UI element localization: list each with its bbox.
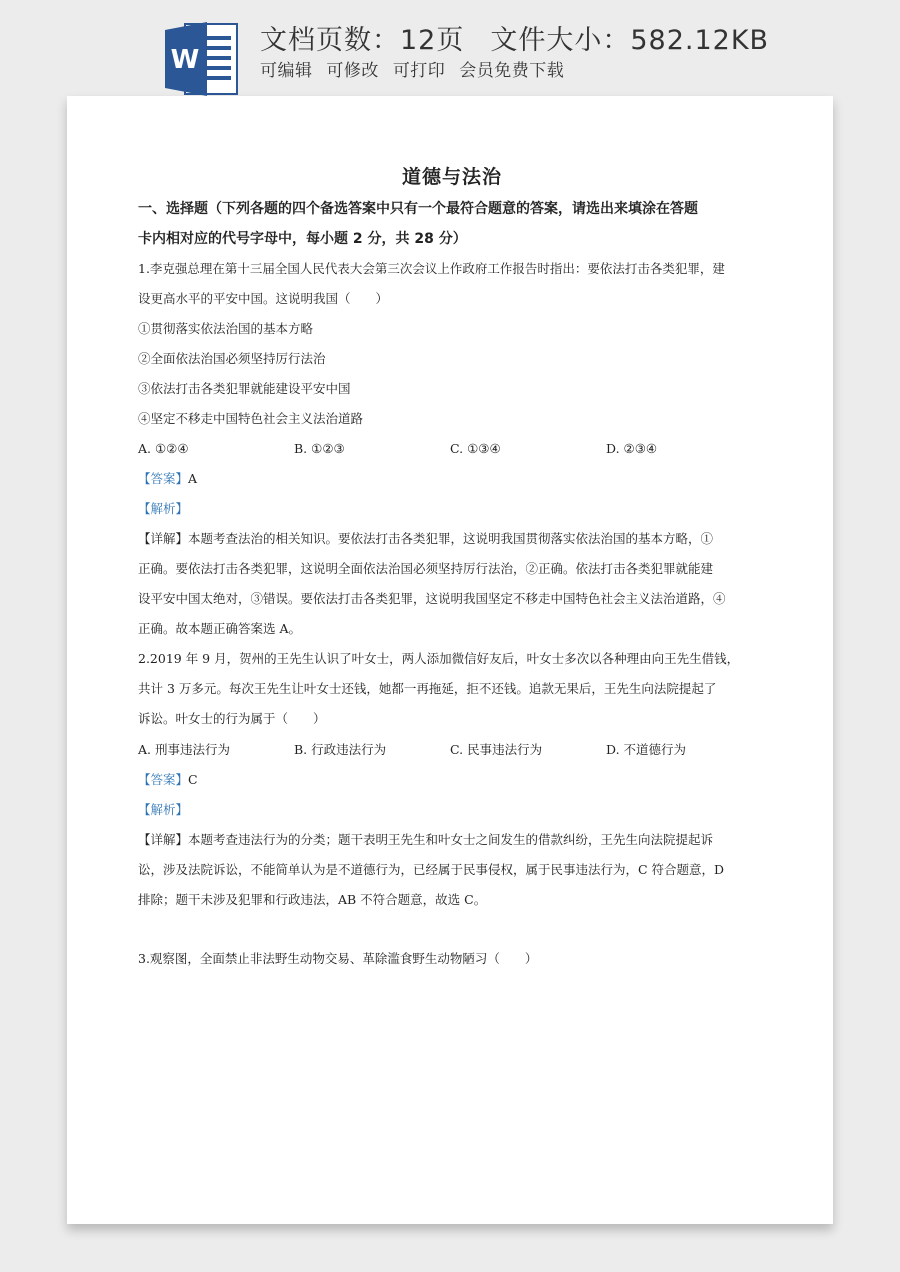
q2-detail-line-2: 讼，涉及法院诉讼，不能简单认为是不道德行为，已经属于民事侵权，属于民事违法行为，C 符合题意，D — [138, 862, 725, 877]
q2-analysis-tag: 【解析】 — [138, 802, 189, 817]
q2-stem-line-1: 2.2019 年 9 月，贺州的王先生认识了叶女士，两人添加微信好友后，叶女士多次以各种理由向王先生借钱， — [138, 651, 740, 666]
page-count-label: 文档页数：12页 — [260, 25, 465, 56]
q1-option-d: D. ②③④ — [606, 441, 658, 456]
q1-option-b: B. ①②③ — [294, 441, 345, 456]
svg-text:W: W — [170, 45, 200, 75]
file-size-label: 文件大小：582.12KB — [490, 25, 770, 56]
section-heading-line-2: 卡内相对应的代号字母中，每小题 2 分，共 28 分） — [138, 231, 467, 247]
doc-info-banner — [0, 0, 900, 100]
q1-answer-value: A — [188, 471, 198, 486]
q1-detail-line-2: 正确。要依法打击各类犯罪，这说明全面依法治国必须坚持厉行法治，②正确。依法打击各类犯罪就能建 — [138, 561, 714, 576]
banner-feature-line — [260, 56, 572, 81]
feature-editable: 可编辑 — [260, 61, 313, 81]
q1-item-3: ③依法打击各类犯罪就能建设平安中国 — [138, 381, 351, 396]
banner-title-line — [260, 18, 769, 57]
q1-option-a: A. ①②④ — [138, 441, 189, 456]
q2-answer-value: C — [188, 772, 198, 787]
q1-stem-line-2: 设更高水平的平安中国。这说明我国（ ） — [138, 291, 389, 306]
feature-modifiable: 可修改 — [326, 61, 379, 81]
feature-printable: 可打印 — [392, 61, 446, 81]
q1-detail-line-1: 【详解】本题考查法治的相关知识。要依法打击各类犯罪，这说明我国贯彻落实依法治国的基本方略，① — [138, 531, 714, 546]
q1-detail-line-4: 正确。故本题正确答案选 A。 — [138, 621, 302, 636]
q1-item-2: ②全面依法治国必须坚持厉行法治 — [138, 351, 326, 366]
q2-option-d: D. 不道德行为 — [606, 742, 687, 757]
q1-answer-tag: 【答案】 — [138, 471, 189, 486]
q2-stem-line-2: 共计 3 万多元。每次王先生让叶女士还钱，她都一再拖延，拒不还钱。追款无果后，王先生向法院提起了 — [138, 681, 717, 696]
q1-detail-line-3: 设平安中国太绝对，③错误。要依法打击各类犯罪，这说明我国坚定不移走中国特色社会主义法治道路，④ — [138, 591, 726, 606]
q1-stem-line-1: 1.李克强总理在第十三届全国人民代表大会第三次会议上作政府工作报告时指出：要依法打击各类犯罪，建 — [138, 261, 725, 276]
q2-detail-line-1: 【详解】本题考查违法行为的分类；题干表明王先生和叶女士之间发生的借款纠纷，王先生向法院提起诉 — [138, 832, 714, 847]
q1-option-c: C. ①③④ — [450, 441, 501, 456]
q3-stem: 3.观察图，全面禁止非法野生动物交易、革除滥食野生动物陋习（ ） — [138, 951, 538, 966]
feature-member-download: 会员免费下载 — [459, 61, 565, 81]
q1-item-4: ④坚定不移走中国特色社会主义法治道路 — [138, 411, 364, 426]
q2-option-a: A. 刑事违法行为 — [138, 742, 230, 757]
word-doc-icon — [163, 20, 243, 98]
document-page — [67, 96, 833, 1224]
document-title: 道德与法治 — [401, 166, 502, 188]
q2-stem-line-3: 诉讼。叶女士的行为属于（ ） — [138, 711, 326, 726]
q2-option-b: B. 行政违法行为 — [294, 742, 387, 757]
q1-answer — [138, 464, 766, 494]
q2-detail-line-3: 排除；题干未涉及犯罪和行政违法，AB 不符合题意，故选 C。 — [138, 892, 487, 907]
q2-answer — [138, 765, 766, 795]
q1-analysis-tag: 【解析】 — [138, 501, 189, 516]
q2-option-c: C. 民事违法行为 — [450, 742, 543, 757]
q2-answer-tag: 【答案】 — [138, 772, 189, 787]
q1-item-1: ①贯彻落实依法治国的基本方略 — [138, 321, 314, 336]
section-heading-line-1: 一、选择题（下列各题的四个备选答案中只有一个最符合题意的答案，请选出来填涂在答题 — [138, 201, 698, 217]
